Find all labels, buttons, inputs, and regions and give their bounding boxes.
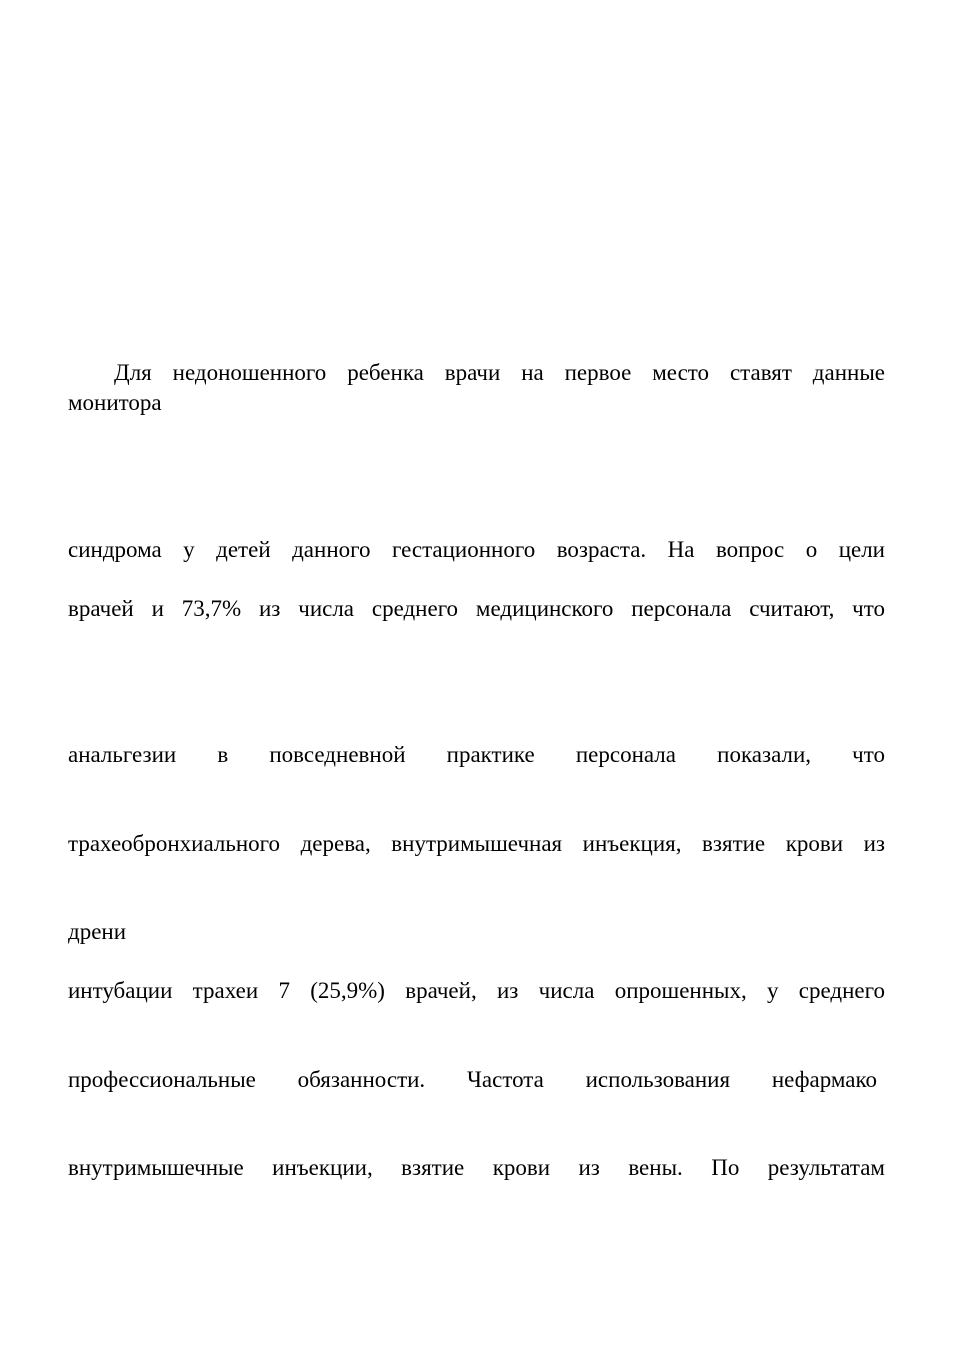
text-line-7: дрени: [68, 919, 127, 944]
text-line-3: синдрома у детей данного гестационного возраста. На вопрос о цели: [68, 537, 885, 562]
text-line-6: трахеобронхиального дерева, внутримышечная инъекция, взятие крови из: [68, 831, 885, 856]
text-line-4: врачей и 73,7% из числа среднего медицинского персонала считают, что: [68, 596, 885, 621]
text-line-5: анальгезии в повседневной практике персонала показали, что: [68, 742, 885, 767]
text-line-8: интубации трахеи 7 (25,9%) врачей, из числа опрошенных, у среднего: [68, 978, 885, 1003]
text-line-9: профессиональные обязанности. Частота использования нефармако: [68, 1067, 877, 1092]
text-line-2: монитора: [68, 390, 162, 415]
text-line-10: внутримышечные инъекции, взятие крови из вены. По результатам: [68, 1155, 885, 1180]
text-line-1: Для недоношенного ребенка врачи на первое место ставят данные: [114, 360, 885, 385]
